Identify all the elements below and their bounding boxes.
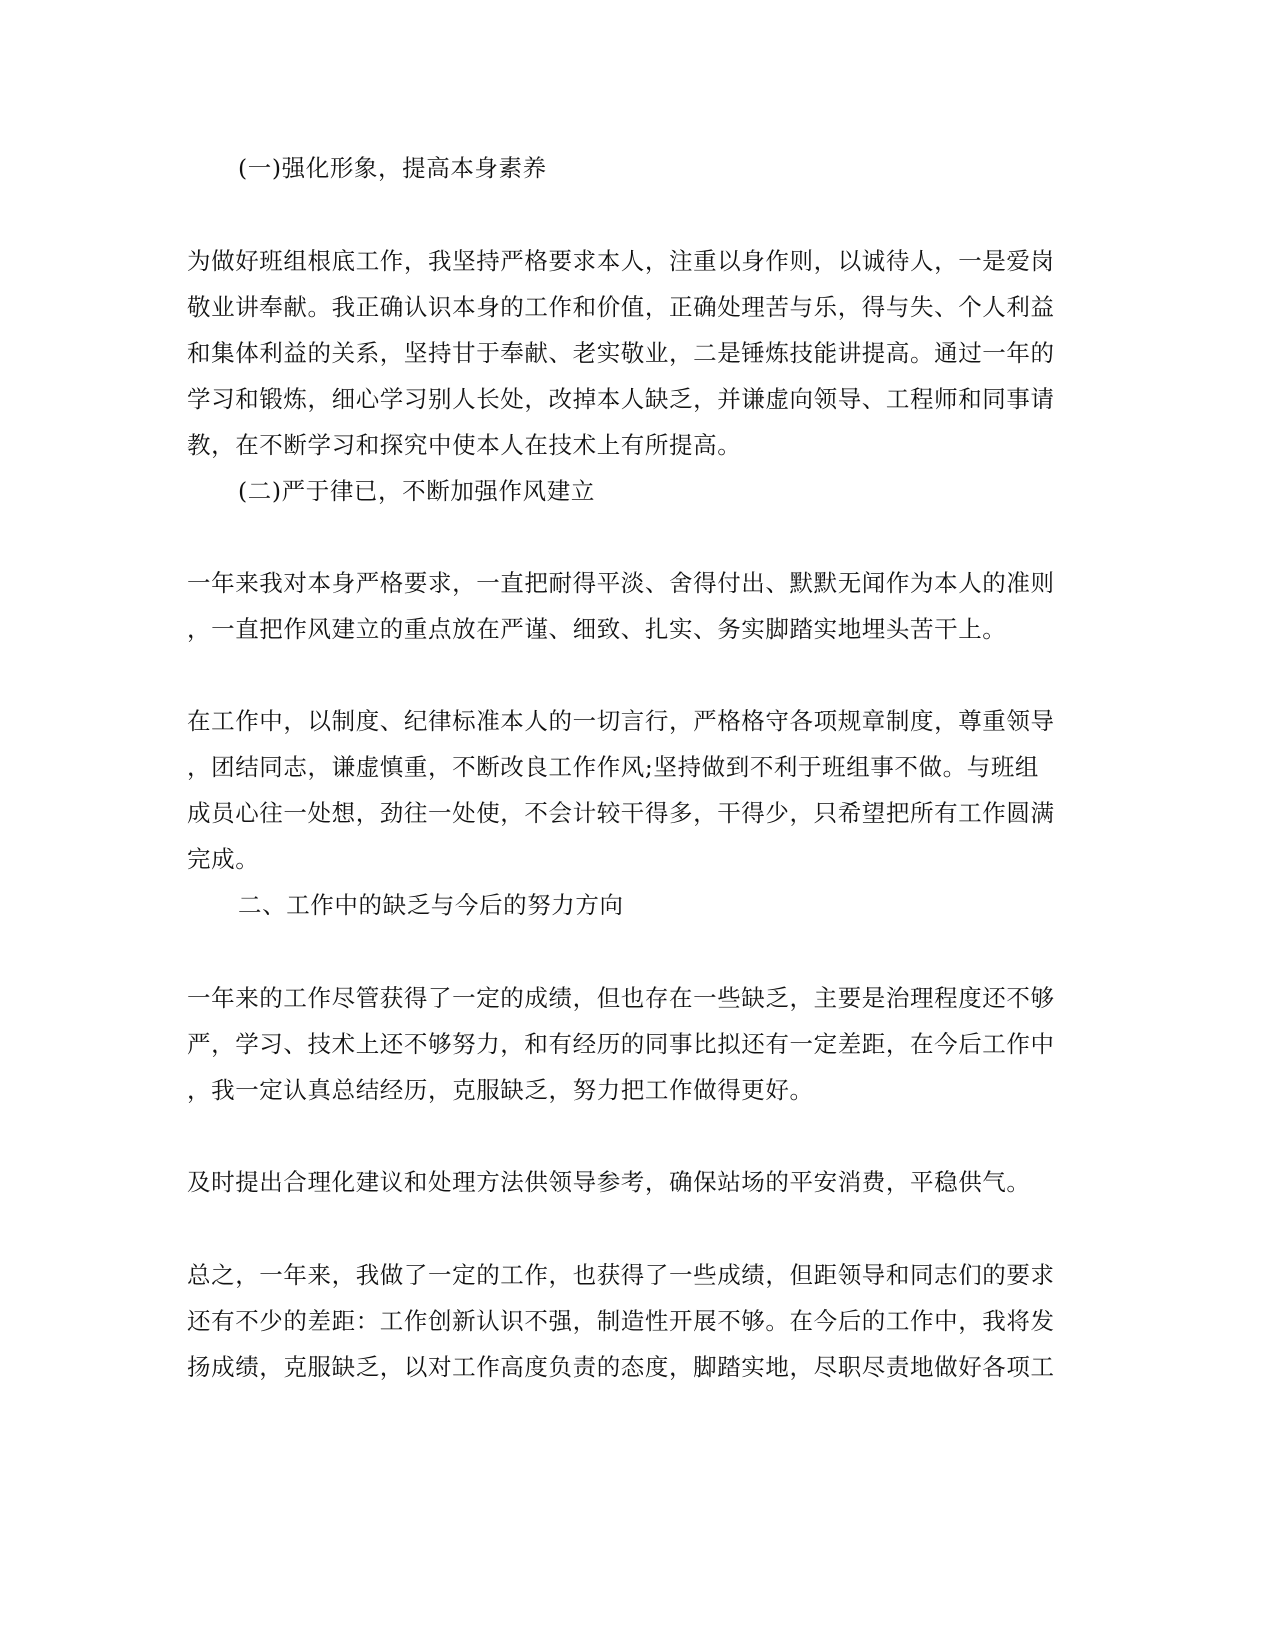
paragraph-3-line-1: 在工作中，以制度、纪律标准本人的一切言行，严格格守各项规章制度，尊重领导 [187, 707, 1055, 735]
paragraph-1-line-4: 学习和锻炼，细心学习别人长处，改掉本人缺乏，并谦虚向领导、工程师和同事请 [187, 385, 1055, 413]
paragraph-4-line-3: ，我一定认真总结经历，克服缺乏，努力把工作做得更好。 [187, 1076, 814, 1104]
paragraph-4-line-1: 一年来的工作尽管获得了一定的成绩，但也存在一些缺乏，主要是治理程度还不够 [187, 984, 1055, 1012]
section-heading-2: (二)严于律已，不断加强作风建立 [238, 477, 595, 505]
paragraph-1-line-1: 为做好班组根底工作，我坚持严格要求本人，注重以身作则，以诚待人，一是爱岗 [187, 247, 1055, 275]
section-heading-3: 二、工作中的缺乏与今后的努力方向 [238, 891, 624, 919]
paragraph-1-line-3: 和集体利益的关系，坚持甘于奉献、老实敬业，二是锤炼技能讲提高。通过一年的 [187, 339, 1055, 367]
section-heading-1: (一)强化形象，提高本身素养 [238, 154, 547, 182]
paragraph-1-line-5: 教，在不断学习和探究中使本人在技术上有所提高。 [187, 431, 742, 459]
paragraph-6-line-3: 扬成绩，克服缺乏，以对工作高度负责的态度，脚踏实地，尽职尽责地做好各项工 [187, 1353, 1055, 1381]
paragraph-2-line-1: 一年来我对本身严格要求，一直把耐得平淡、舍得付出、默默无闻作为本人的准则 [187, 569, 1055, 597]
paragraph-5-line-1: 及时提出合理化建议和处理方法供领导参考，确保站场的平安消费，平稳供气。 [187, 1168, 1031, 1196]
paragraph-3-line-2: ，团结同志，谦虚慎重，不断改良工作作风;坚持做到不利于班组事不做。与班组 [187, 753, 1040, 781]
paragraph-6-line-1: 总之，一年来，我做了一定的工作，也获得了一些成绩，但距领导和同志们的要求 [187, 1261, 1055, 1289]
paragraph-3-line-3: 成员心往一处想，劲往一处使，不会计较干得多，干得少，只希望把所有工作圆满 [187, 799, 1055, 827]
paragraph-1-line-2: 敬业讲奉献。我正确认识本身的工作和价值，正确处理苦与乐，得与失、个人利益 [187, 293, 1055, 321]
paragraph-6-line-2: 还有不少的差距：工作创新认识不强，制造性开展不够。在今后的工作中，我将发 [187, 1307, 1055, 1335]
paragraph-3-line-4: 完成。 [187, 845, 260, 873]
paragraph-4-line-2: 严，学习、技术上还不够努力，和有经历的同事比拟还有一定差距，在今后工作中 [187, 1030, 1055, 1058]
paragraph-2-line-2: ，一直把作风建立的重点放在严谨、细致、扎实、务实脚踏实地埋头苦干上。 [187, 615, 1007, 643]
